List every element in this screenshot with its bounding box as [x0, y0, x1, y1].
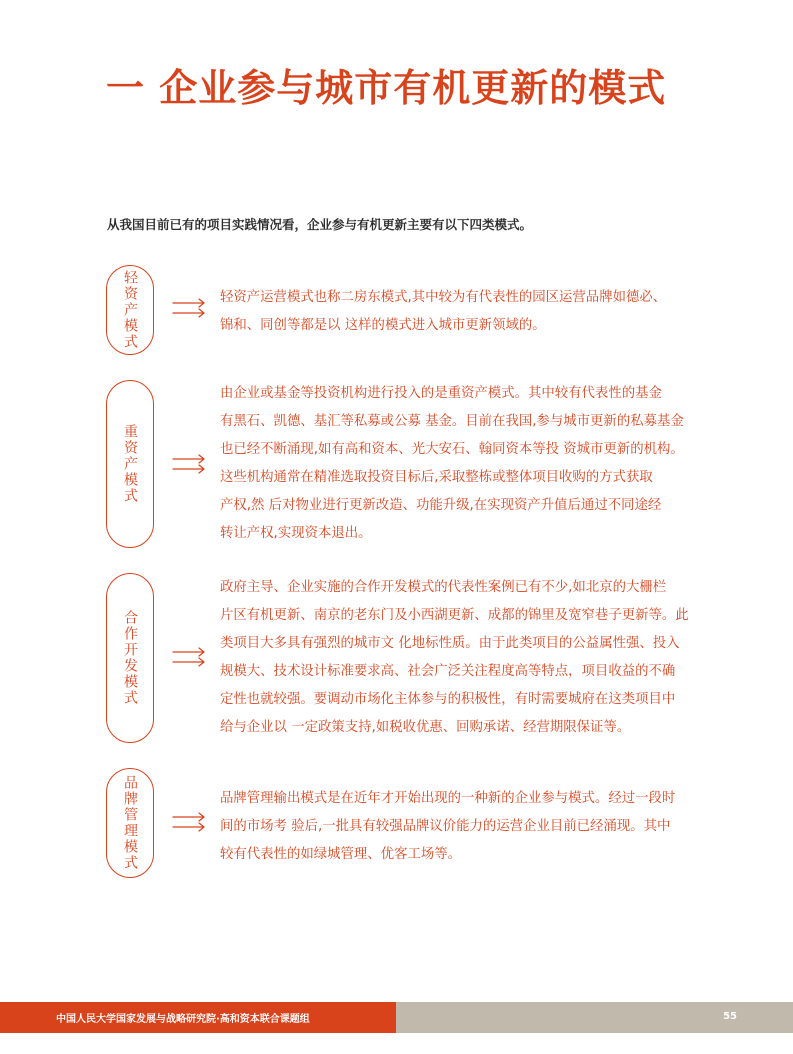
description-line: 间的市场考 验后,一批具有较强品牌议价能力的运营企业目前已经涌现。其中: [220, 819, 671, 834]
mode-label-text: 重资产模式: [122, 424, 138, 504]
mode-label-joint-development: [106, 573, 154, 743]
double-arrow-right-icon: [172, 647, 206, 667]
mode-label-text: 轻资产模式: [122, 270, 138, 350]
footer-page-bar: [396, 1002, 793, 1033]
footer-org-text: 中国人民大学国家发展与战略研究院·高和资本联合课题组: [56, 1014, 310, 1025]
mode-label-text: 合作开发模式: [122, 610, 138, 706]
description-line: 政府主导、企业实施的合作开发模式的代表性案例已有不少,如北京的大栅栏: [220, 580, 667, 595]
description-line: 轻资产运营模式也称二房东模式,其中较为有代表性的园区运营品牌如德必、: [220, 290, 667, 305]
description-line: 锦和、同创等都是以 这样的模式进入城市更新领域的。: [220, 318, 546, 333]
description-line: 有黑石、凯德、基汇等私募或公募 基金。目前在我国,参与城市更新的私募基金: [220, 414, 684, 429]
description-line: 规模大、技术设计标准要求高、社会广泛关注程度高等特点，项目收益的不确: [220, 664, 676, 679]
mode-label-text: 品牌管理模式: [122, 775, 138, 871]
page-number: 55: [723, 1011, 737, 1022]
mode-description-asset-light: [220, 284, 720, 340]
double-arrow-right-icon: [172, 812, 206, 832]
footer-org-bar: [0, 1002, 396, 1033]
mode-label-asset-light: [106, 265, 154, 355]
page-title: 一 企业参与城市有机更新的模式: [106, 66, 667, 110]
intro-paragraph: 从我国目前已有的项目实践情况看，企业参与有机更新主要有以下四类模式。: [107, 217, 533, 232]
description-line: 给与企业以 一定政策支持,如税收优惠、回购承诺、经营期限保证等。: [220, 720, 631, 735]
description-line: 片区有机更新、南京的老东门及小西湖更新、成都的锦里及宽窄巷子更新等。此: [220, 608, 689, 623]
description-line: 较有代表性的如绿城管理、优客工场等。: [220, 847, 462, 862]
double-arrow-right-icon: [172, 454, 206, 474]
description-line: 品牌管理输出模式是在近年才开始出现的一种新的企业参与模式。经过一段时: [220, 791, 676, 806]
double-arrow-right-icon: [172, 298, 206, 318]
mode-description-joint-development: [220, 574, 720, 742]
description-line: 由企业或基金等投资机构进行投入的是重资产模式。其中较有代表性的基金: [220, 386, 662, 401]
description-line: 定性也就较强。要调动市场化主体参与的积极性，有时需要城府在这类项目中: [220, 692, 676, 707]
mode-description-asset-heavy: [220, 380, 720, 548]
description-line: 转让产权,实现资本退出。: [220, 526, 372, 541]
description-line: 也已经不断涌现,如有高和资本、光大安石、翰同资本等投 资城市更新的机构。: [220, 442, 684, 457]
mode-description-brand-management: [220, 785, 720, 869]
description-line: 产权,然 后对物业进行更新改造、功能升级,在实现资产升值后通过不同途经: [220, 498, 662, 513]
description-line: 这些机构通常在精准选取投资目标后,采取整栋或整体项目收购的方式获取: [220, 470, 653, 485]
description-line: 类项目大多具有强烈的城市文 化地标性质。由于此类项目的公益属性强、投入: [220, 636, 680, 651]
mode-label-brand-management: [106, 768, 154, 878]
mode-label-asset-heavy: [106, 380, 154, 548]
